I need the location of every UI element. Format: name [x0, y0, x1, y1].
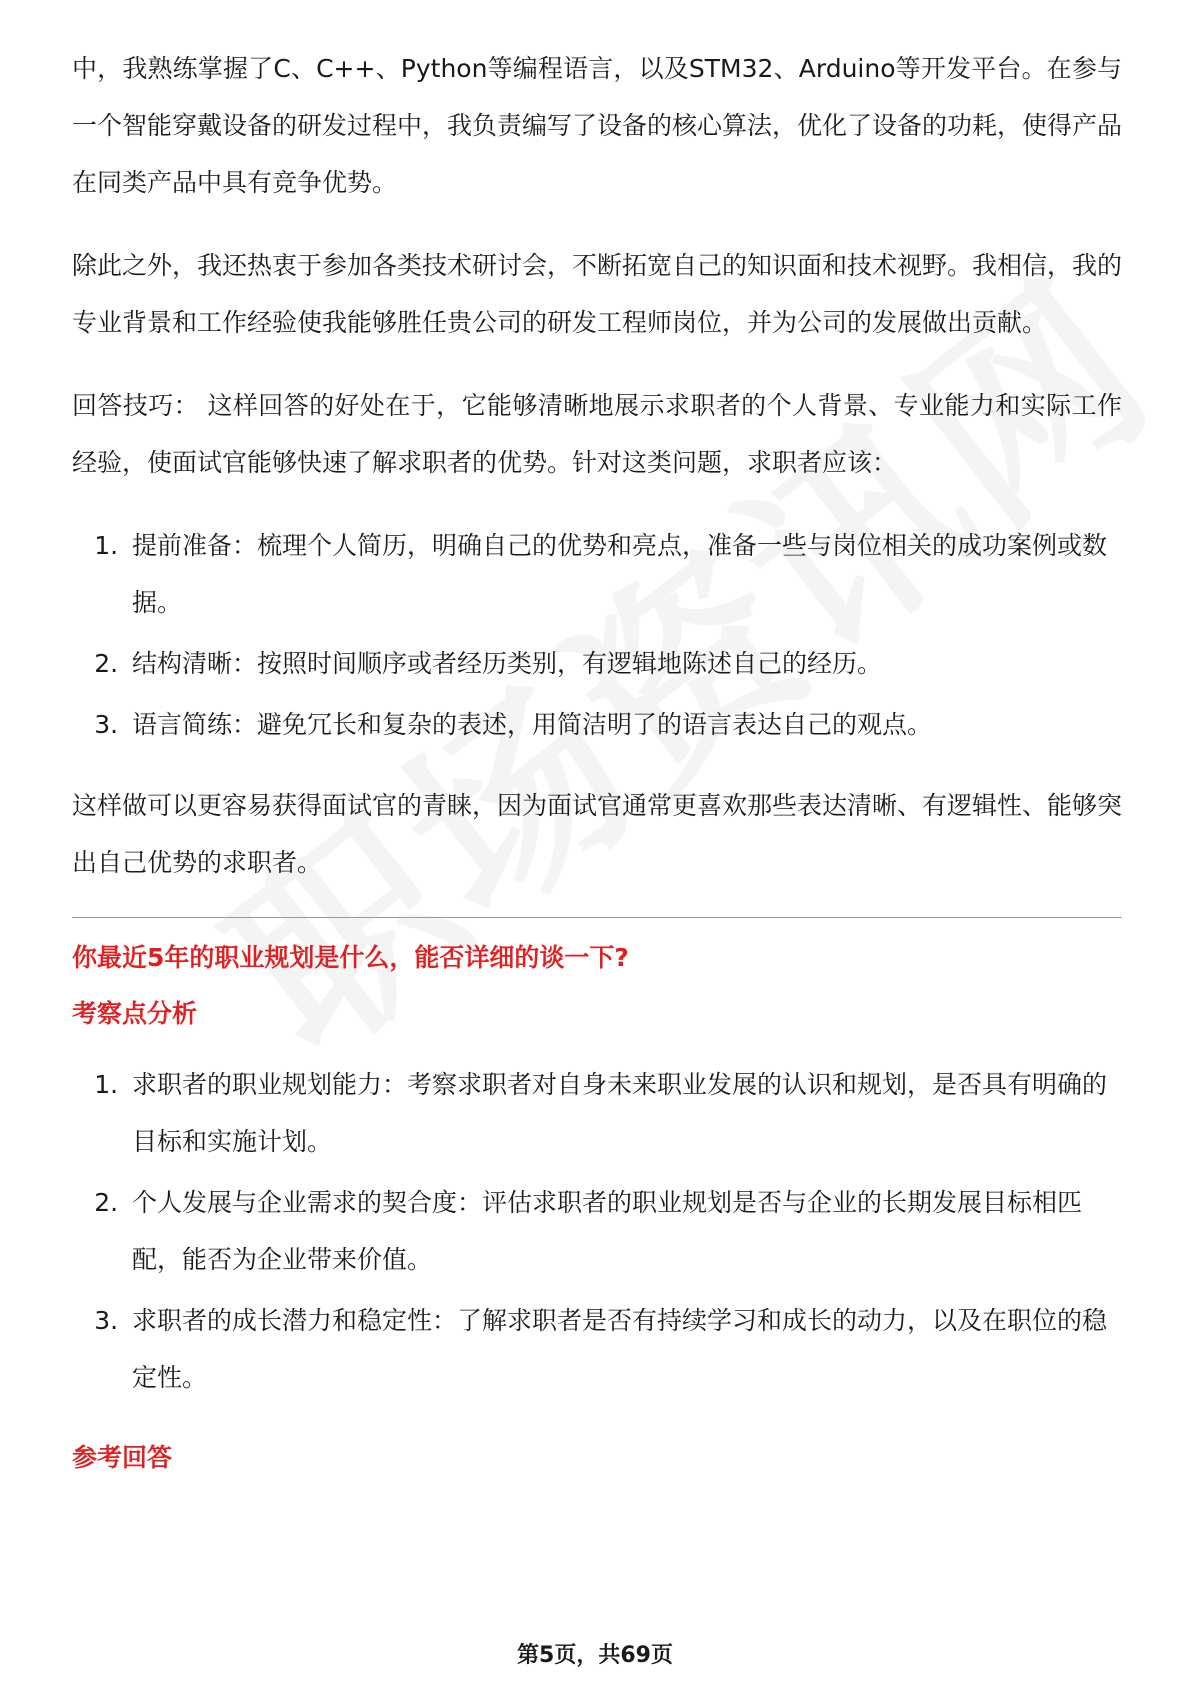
paragraph-4: 这样做可以更容易获得面试官的青睐，因为面试官通常更喜欢那些表达清晰、有逻辑性、能够突出自己优势的求职者。: [72, 791, 1123, 877]
paragraph-2: 除此之外，我还热衷于参加各类技术研讨会，不断拓宽自己的知识面和技术视野。我相信，我的专业背景和工作经验使我能够胜任贵公司的研发工程师岗位，并为公司的发展做出贡献。: [72, 251, 1123, 337]
list-item: 2. 个人发展与企业需求的契合度：评估求职者的职业规划是否与企业的长期发展目标相匹配，能否为企业带来价值。: [126, 1174, 1122, 1288]
section-divider: [72, 917, 1122, 918]
list-item: 3. 语言简练：避免冗长和复杂的表述，用简洁明了的语言表达自己的观点。: [126, 696, 1122, 753]
document-body: [72, 40, 1122, 1486]
analysis-heading: 考察点分析: [72, 999, 198, 1028]
paragraph-answer-tips: 回答技巧： 这样回答的好处在于，它能够清晰地展示求职者的个人背景、专业能力和实际工作经验，使面试官能够快速了解求职者的优势。针对这类问题，求职者应该：: [72, 391, 1122, 477]
answer-heading: 参考回答: [72, 1443, 173, 1472]
list-item: 1. 提前准备：梳理个人简历，明确自己的优势和亮点，准备一些与岗位相关的成功案例或数据。: [126, 517, 1122, 631]
question-title: 你最近5年的职业规划是什么，能否详细的谈一下?: [72, 943, 629, 972]
paragraph-1: 中，我熟练掌握了C、C++、Python等编程语言，以及STM32、Arduino等开发平台。在参与一个智能穿戴设备的研发过程中，我负责编写了设备的核心算法，优化了设备的功耗，使得产品在同类产品中具有竞争优势。: [72, 54, 1123, 197]
page-number: 第5页，共69页: [517, 1643, 673, 1668]
analysis-list: [72, 1056, 1122, 1406]
list-item: 2. 结构清晰：按照时间顺序或者经历类别，有逻辑地陈述自己的经历。: [126, 635, 1122, 692]
tips-list: [72, 517, 1122, 753]
list-item: 3. 求职者的成长潜力和稳定性：了解求职者是否有持续学习和成长的动力，以及在职位的稳定性。: [126, 1292, 1122, 1406]
list-item: 1. 求职者的职业规划能力：考察求职者对自身未来职业发展的认识和规划，是否具有明确的目标和实施计划。: [126, 1056, 1122, 1170]
